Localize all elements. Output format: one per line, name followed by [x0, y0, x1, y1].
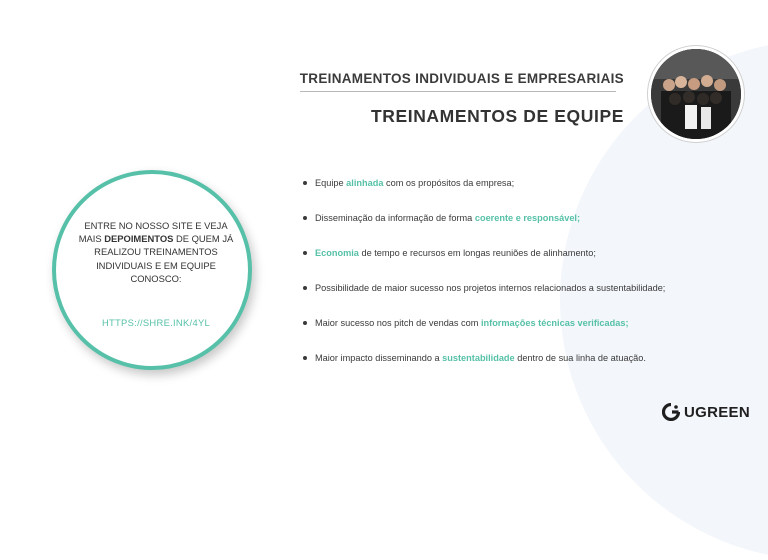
team-photo-illustration: [651, 49, 741, 139]
logo-mark-icon: [662, 403, 680, 421]
logo-text: UGREEN: [684, 403, 750, 421]
list-item: Possibilidade de maior sucesso nos projetos internos relacionados a sustentabilidade;: [303, 281, 665, 316]
page-title: TREINAMENTOS DE EQUIPE: [370, 106, 624, 126]
highlight-text: Economia: [315, 248, 359, 258]
title-divider: [300, 91, 616, 92]
team-photo: [648, 46, 744, 142]
cta-text: ENTRE NO NOSSO SITE E VEJA MAIS DEPOIMENTOS DE QUEM JÁ REALIZOU TREINAMENTOS INDIVIDUAIS E EM EQUIPE CONOSCO:: [78, 220, 234, 284]
page-subtitle: TREINAMENTOS INDIVIDUAIS E EMPRESARIAIS: [299, 71, 624, 86]
highlight-text: sustentabilidade: [442, 353, 515, 363]
highlight-text: informações técnicas verificadas;: [480, 318, 629, 328]
list-item: Maior impacto disseminando a sustentabilidade dentro de sua linha de atuação.: [303, 351, 665, 386]
highlight-text: coerente e responsável;: [474, 213, 581, 223]
benefits-list: [303, 176, 665, 386]
highlight-text: alinhada: [346, 178, 384, 188]
list-item: Disseminação da informação de forma coerente e responsável;: [303, 211, 665, 246]
list-item: Equipe alinhada com os propósitos da empresa;: [303, 176, 665, 211]
header: [300, 71, 624, 86]
cta-bold-text: DEPOIMENTOS: [104, 233, 174, 245]
brand-logo: [662, 403, 750, 421]
list-item: Economia de tempo e recursos em longas reuniões de alinhamento;: [303, 246, 665, 281]
website-link[interactable]: HTTPS://SHRE.INK/4YL: [101, 317, 211, 328]
list-item: Maior sucesso nos pitch de vendas com informações técnicas verificadas;: [303, 316, 665, 351]
